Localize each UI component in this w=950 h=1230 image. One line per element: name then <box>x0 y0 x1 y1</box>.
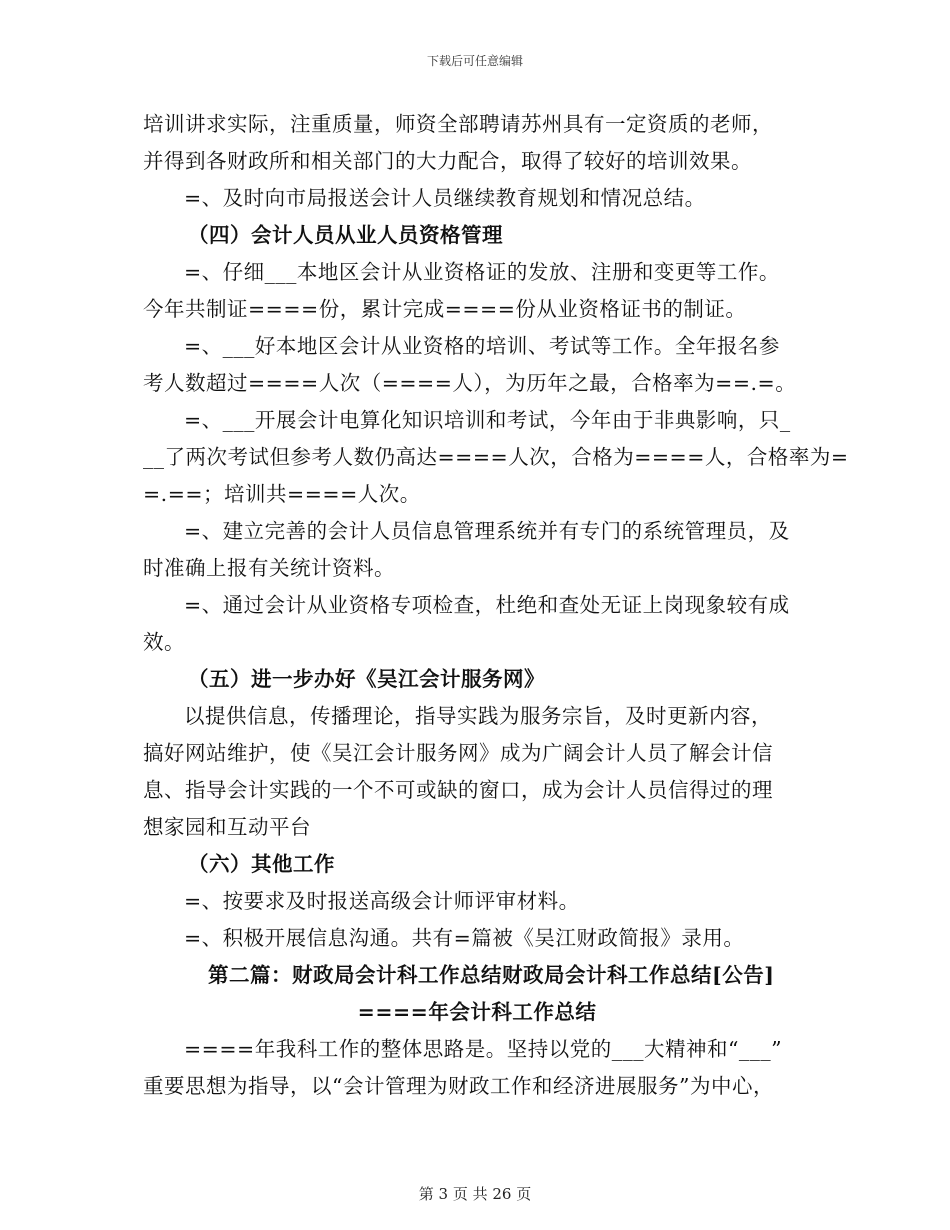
paragraph-line: =、积极开展信息沟通。共有=篇被《吴江财政简报》录用。 <box>184 926 745 950</box>
paragraph-line: =.==；培训共====人次。 <box>143 482 421 506</box>
section-heading: （四）会计人员从业人员资格管理 <box>188 223 503 247</box>
paragraph-line: 并得到各财政所和相关部门的大力配合，取得了较好的培训效果。 <box>143 149 752 173</box>
paragraph-line: 息、指导会计实践的一个不可或缺的窗口，成为会计人员信得过的理 <box>143 778 773 802</box>
paragraph-line: 培训讲求实际，注重质量，师资全部聘请苏州具有一定资质的老师， <box>143 112 773 136</box>
paragraph-line: =、___好本地区会计从业资格的培训、考试等工作。全年报名参 <box>184 334 780 358</box>
paragraph-line: 重要思想为指导，以“会计管理为财政工作和经济进展服务”为中心， <box>143 1074 774 1098</box>
paragraph-line: 今年共制证====份，累计完成====份从业资格证书的制证。 <box>143 297 747 321</box>
paragraph-line: 以提供信息，传播理论，指导实践为服务宗旨，及时更新内容， <box>184 704 772 728</box>
paragraph-line: =、建立完善的会计人员信息管理系统并有专门的系统管理员，及 <box>184 519 790 543</box>
paragraph-line: =、通过会计从业资格专项检查，杜绝和查处无证上岗现象较有成 <box>184 593 790 617</box>
paragraph-line: 时准确上报有关统计资料。 <box>143 556 395 580</box>
header-note: 下载后可任意编辑 <box>426 54 523 68</box>
paragraph-line: __了两次考试但参考人数仍高达====人次，合格为====人，合格率为= <box>143 445 849 469</box>
section-heading: （五）进一步办好《吴江会计服务网》 <box>188 667 545 691</box>
document-body <box>143 106 849 1105</box>
section-heading: （六）其他工作 <box>188 852 335 876</box>
paragraph-line: =、及时向市局报送会计人员继续教育规划和情况总结。 <box>184 186 706 210</box>
paragraph-line: 效。 <box>143 630 185 654</box>
paragraph-line: 搞好网站维护，使《吴江会计服务网》成为广阔会计人员了解会计信 <box>143 741 773 765</box>
page-number: 第 3 页 共 26 页 <box>418 1185 532 1203</box>
paragraph-line: =、按要求及时报送高级会计师评审材料。 <box>184 889 580 913</box>
chapter-subtitle: ====年会计科工作总结 <box>357 1000 597 1024</box>
paragraph-line: 想家园和互动平台 <box>143 815 311 839</box>
paragraph-line: ====年我科工作的整体思路是。坚持以党的___大精神和“___” <box>184 1037 783 1061</box>
paragraph-line: 考人数超过====人次（====人），为历年之最，合格率为==.=。 <box>143 371 797 395</box>
chapter-title: 第二篇：财政局会计科工作总结财政局会计科工作总结[公告] <box>208 963 775 987</box>
paragraph-line: =、仔细___本地区会计从业资格证的发放、注册和变更等工作。 <box>184 260 780 284</box>
paragraph-line: =、___开展会计电算化知识培训和考试，今年由于非典影响，只_ <box>184 408 791 432</box>
